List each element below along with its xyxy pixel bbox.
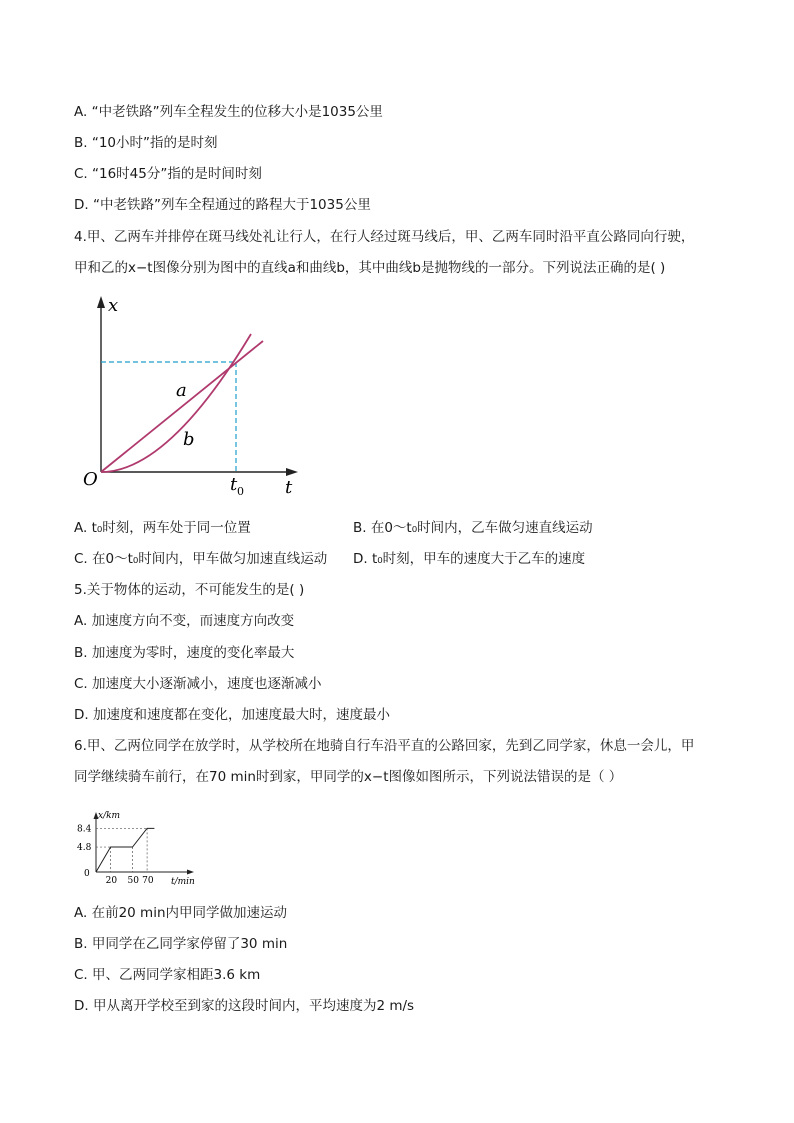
q5-option-b: B. 加速度为零时，速度的变化率最大 [74, 645, 295, 661]
q4-option-d: D. t₀时刻，甲车的速度大于乙车的速度 [353, 551, 586, 567]
q6-stem-line1: 6.甲、乙两位同学在放学时，从学校所在地骑自行车沿平直的公路回家，先到乙同学家，休息一会儿，甲 [74, 738, 695, 754]
q6-xt-chart [76, 808, 204, 888]
q4-x-axis-arrow [286, 468, 298, 476]
q6-option-c: C. 甲、乙两同学家相距3.6 km [74, 967, 261, 983]
q5-option-d: D. 加速度和速度都在变化，加速度最大时，速度最小 [74, 707, 390, 723]
q5-option-c: C. 加速度大小逐渐减小，速度也逐渐减小 [74, 676, 322, 692]
q6-x-axis-label: t/min [171, 877, 195, 887]
q4-y-axis-label: x [108, 295, 119, 316]
q4-x-axis-label: t [285, 477, 293, 498]
q4-line-a-label: a [176, 380, 187, 401]
q6-y-tick-label: 8.4 [77, 824, 92, 835]
q6-series-line [96, 828, 154, 872]
q4-origin-label: O [83, 469, 98, 490]
q6-stem-line2: 同学继续骑车前行，在70 min时到家，甲同学的x−t图像如图所示，下列说法错误的是（ ） [74, 769, 623, 785]
q4-option-a: A. t₀时刻，两车处于同一位置 [74, 520, 251, 536]
q6-y-tick-label: 4.8 [77, 843, 92, 854]
q3-option-a: A. “中老铁路”列车全程发生的位移大小是1035公里 [74, 104, 383, 120]
q6-y-axis-label: x/km [98, 811, 121, 821]
q6-option-b: B. 甲同学在乙同学家停留了30 min [74, 936, 288, 952]
q6-origin-label: 0 [84, 869, 90, 879]
q4-curve-b-label: b [183, 429, 195, 450]
q4-t0-subscript: 0 [237, 485, 244, 498]
q4-option-b: B. 在0～t₀时间内，乙车做匀速直线运动 [353, 520, 593, 536]
q4-y-axis-arrow [97, 296, 105, 308]
q4-t0-label: t [230, 474, 238, 495]
q6-option-a: A. 在前20 min内甲同学做加速运动 [74, 905, 288, 921]
q6-x-tick-label: 50 [127, 876, 139, 886]
q3-option-c: C. “16时45分”指的是时间时刻 [74, 166, 262, 182]
q6-x-tick-label: 70 [142, 876, 154, 886]
q6-option-d: D. 甲从离开学校至到家的这段时间内，平均速度为2 m/s [74, 998, 415, 1014]
q5-option-a: A. 加速度方向不变，而速度方向改变 [74, 613, 295, 629]
q5-stem: 5.关于物体的运动，不可能发生的是( ) [74, 582, 305, 598]
q3-option-d: D. “中老铁路”列车全程通过的路程大于1035公里 [74, 197, 371, 213]
q4-xt-figure [80, 293, 310, 505]
q4-curve-b [101, 334, 251, 472]
q4-stem-line2: 甲和乙的x−t图像分别为图中的直线a和曲线b，其中曲线b是抛物线的一部分。下列说法正确的是( ) [74, 260, 666, 276]
q4-stem-line1: 4.甲、乙两车并排停在斑马线处礼让行人，在行人经过斑马线后，甲、乙两车同时沿平直公路同向行驶， [74, 229, 695, 245]
q4-option-c: C. 在0～t₀时间内，甲车做匀加速直线运动 [74, 551, 328, 567]
q4-line-a [101, 341, 263, 472]
q6-x-axis-arrow [187, 870, 194, 875]
q3-option-b: B. “10小时”指的是时刻 [74, 135, 218, 151]
q6-x-tick-label: 20 [105, 876, 118, 886]
